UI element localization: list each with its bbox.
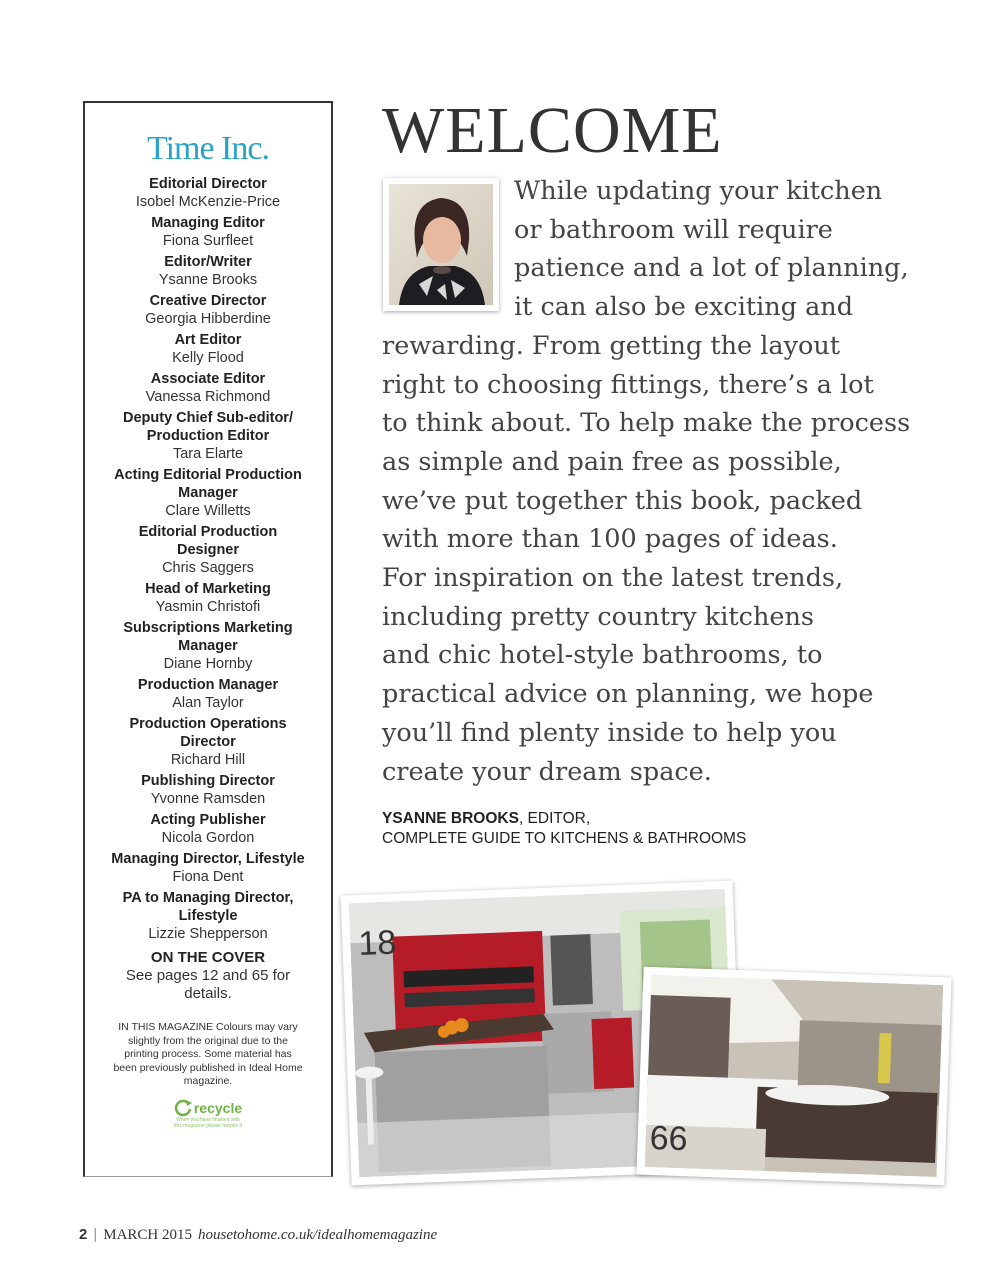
- credit-name: Yvonne Ramsden: [150, 791, 266, 807]
- credit-name: Tara Elarte: [172, 446, 244, 462]
- body-line: While updating your kitchen: [514, 176, 883, 206]
- credit-role: Subscriptions Marketing Manager: [123, 620, 293, 654]
- credit-role: Editorial Director: [149, 176, 267, 192]
- body-line: For inspiration on the latest trends,: [382, 563, 844, 594]
- credit-role: Editor/Writer: [164, 254, 252, 270]
- page-footer: [79, 1226, 437, 1244]
- credit-name: Nicola Gordon: [161, 830, 255, 846]
- credit-role: Acting Editorial Production Manager: [114, 467, 302, 501]
- credit-name: Fiona Surfleet: [162, 233, 254, 249]
- credit-entry: [85, 619, 331, 673]
- signature-name: YSANNE BROOKS: [382, 810, 519, 827]
- credit-entry: [85, 580, 331, 616]
- credit-role: Production Manager: [137, 677, 279, 693]
- credit-role: PA to Managing Director, Lifestyle: [122, 890, 294, 924]
- masthead-panel: [83, 101, 333, 1177]
- credit-entry: [85, 889, 331, 943]
- credit-role: Production Operations Director: [129, 716, 287, 750]
- credit-name: Kelly Flood: [172, 350, 244, 366]
- time-inc-logo: Time Inc.: [147, 130, 269, 167]
- bathroom-page-number: 66: [649, 1119, 689, 1159]
- recycle-subtext: When you have finished with this magazine please recycle it: [173, 1116, 243, 1129]
- credit-entry: [85, 292, 331, 328]
- welcome-body-text: [382, 172, 911, 791]
- credit-name: Lizzie Shepperson: [148, 926, 268, 942]
- credit-role: Deputy Chief Sub-editor/ Production Editor: [123, 410, 293, 444]
- recycle-icon: [174, 1099, 194, 1117]
- credit-role: Creative Director: [149, 293, 267, 309]
- credit-role: Art Editor: [174, 332, 242, 348]
- credit-role: Publishing Director: [141, 773, 275, 789]
- credit-name: Alan Taylor: [172, 695, 244, 711]
- recycle-label: recycle: [193, 1099, 243, 1116]
- credit-name: Georgia Hibberdine: [145, 311, 271, 327]
- body-line: patience and a lot of planning,: [514, 253, 909, 284]
- body-line: you’ll find plenty inside to help you: [382, 717, 837, 748]
- body-line: with more than 100 pages of ideas.: [382, 524, 838, 555]
- body-line: or bathroom will require: [514, 214, 833, 245]
- credit-entry: [85, 850, 331, 886]
- cover-heading: ON THE COVER: [150, 949, 266, 966]
- credit-entry: [85, 811, 331, 847]
- credit-role: Head of Marketing: [145, 581, 271, 597]
- credit-role: Acting Publisher: [150, 812, 266, 828]
- signature-role: , EDITOR,: [518, 810, 591, 827]
- body-line: create your dream space.: [382, 756, 712, 787]
- footer-url[interactable]: housetohome.co.uk/idealhomemagazine: [198, 1227, 438, 1243]
- credit-entry: [85, 466, 331, 520]
- credit-entry: [85, 370, 331, 406]
- credit-name: Isobel McKenzie-Price: [135, 194, 281, 210]
- credit-entry: [85, 409, 331, 463]
- body-line: and chic hotel-style bathrooms, to: [382, 640, 823, 671]
- credit-entry: [85, 175, 331, 211]
- credit-name: Chris Saggers: [162, 560, 254, 576]
- credit-name: Vanessa Richmond: [145, 389, 271, 405]
- body-line: we’ve put together this book, packed: [382, 485, 863, 516]
- body-line: including pretty country kitchens: [382, 601, 814, 632]
- credit-name: Richard Hill: [170, 752, 246, 768]
- footer-page-number: 2: [79, 1226, 88, 1243]
- signature-publication: COMPLETE GUIDE TO KITCHENS & BATHROOMS: [382, 830, 747, 847]
- credit-role: Managing Editor: [151, 215, 265, 231]
- credit-name: Clare Willetts: [165, 503, 251, 519]
- magazine-note: IN THIS MAGAZINE Colours may vary slightly from the original due to the printing process. Some material has been previously published in Ideal Home magazine.: [113, 1021, 303, 1087]
- credit-entry: [85, 676, 331, 712]
- credit-entry: [85, 214, 331, 250]
- footer-separator: |: [93, 1226, 98, 1243]
- credit-entry: [85, 331, 331, 367]
- recycle-badge: [85, 1099, 331, 1129]
- credit-role: Editorial Production Designer: [138, 524, 278, 558]
- credit-entry: [85, 772, 331, 808]
- body-line: rewarding. From getting the layout: [382, 330, 841, 361]
- credit-role: Associate Editor: [150, 371, 266, 387]
- credit-name: Ysanne Brooks: [158, 272, 258, 288]
- page-title: WELCOME: [382, 94, 723, 167]
- credit-entry: [85, 715, 331, 769]
- body-line: right to choosing fittings, there’s a lot: [382, 369, 874, 400]
- cover-text: See pages 12 and 65 for details.: [125, 967, 291, 1002]
- credit-name: Diane Hornby: [163, 656, 253, 672]
- editor-signature: [382, 809, 746, 849]
- bathroom-photo: [636, 967, 951, 1186]
- body-line: practical advice on planning, we hope: [382, 679, 874, 710]
- credit-entry: [85, 523, 331, 577]
- credits-list: [85, 175, 331, 943]
- body-line: to think about. To help make the process: [382, 408, 911, 439]
- body-line: as simple and pain free as possible,: [382, 446, 842, 477]
- kitchen-page-number: 18: [357, 923, 397, 963]
- credit-role: Managing Director, Lifestyle: [111, 851, 305, 867]
- cover-info: [85, 949, 331, 1003]
- footer-date: MARCH 2015: [103, 1227, 193, 1243]
- credit-name: Fiona Dent: [172, 869, 244, 885]
- body-line: it can also be exciting and: [514, 292, 854, 323]
- credit-name: Yasmin Christofi: [155, 599, 261, 615]
- credit-entry: [85, 253, 331, 289]
